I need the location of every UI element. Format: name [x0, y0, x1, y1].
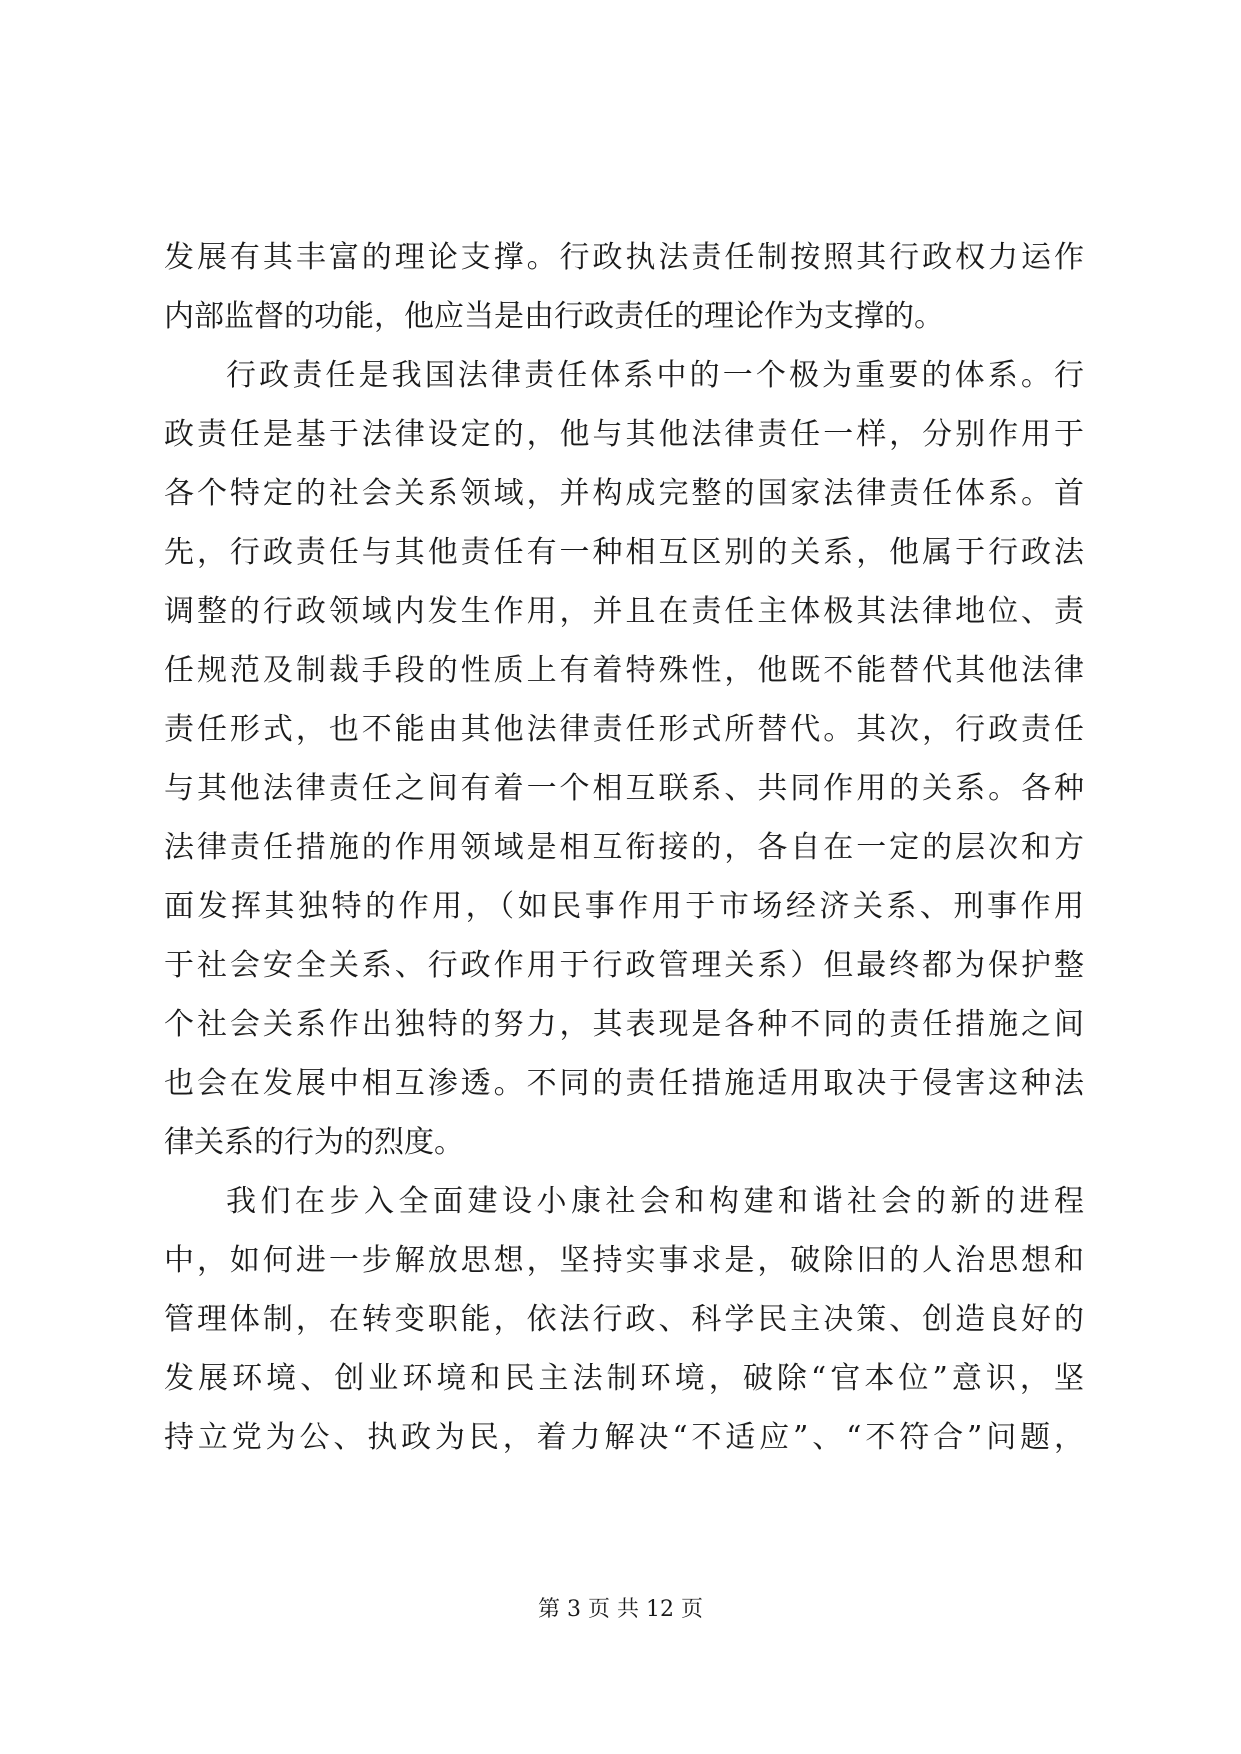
- text-line: 任规范及制裁手段的性质上有着特殊性，他既不能替代其他法律: [164, 653, 1084, 688]
- page-number-footer: 第 3 页 共 12 页: [538, 1597, 703, 1622]
- text-line: 发展有其丰富的理论支撑。行政执法责任制按照其行政权力运作: [164, 240, 1084, 275]
- text-line: 也会在发展中相互渗透。不同的责任措施适用取决于侵害这种法: [164, 1066, 1084, 1101]
- text-line: 持立党为公、执政为民，着力解决“不适应”、“不符合”问题，: [164, 1420, 1084, 1455]
- text-line: 政责任是基于法律设定的，他与其他法律责任一样，分别作用于: [164, 417, 1084, 452]
- document-body: [164, 228, 1084, 1467]
- text-line: 法律责任措施的作用领域是相互衔接的，各自在一定的层次和方: [164, 830, 1084, 865]
- text-line: 责任形式，也不能由其他法律责任形式所替代。其次，行政责任: [164, 712, 1084, 747]
- text-line: 各个特定的社会关系领域，并构成完整的国家法律责任体系。首: [164, 476, 1084, 511]
- text-line: 先，行政责任与其他责任有一种相互区别的关系，他属于行政法: [164, 535, 1084, 570]
- text-line: 管理体制，在转变职能，依法行政、科学民主决策、创造良好的: [164, 1302, 1084, 1337]
- text-line: 面发挥其独特的作用，（如民事作用于市场经济关系、刑事作用: [164, 889, 1084, 924]
- text-line: 个社会关系作出独特的努力，其表现是各种不同的责任措施之间: [164, 1007, 1084, 1042]
- text-line: 行政责任是我国法律责任体系中的一个极为重要的体系。行: [226, 358, 1084, 393]
- text-line: 我们在步入全面建设小康社会和构建和谐社会的新的进程: [226, 1184, 1084, 1219]
- text-line: 调整的行政领域内发生作用，并且在责任主体极其法律地位、责: [164, 594, 1084, 629]
- text-line: 与其他法律责任之间有着一个相互联系、共同作用的关系。各种: [164, 771, 1084, 806]
- text-line: 内部监督的功能，他应当是由行政责任的理论作为支撑的。: [164, 299, 944, 334]
- text-line: 发展环境、创业环境和民主法制环境，破除“官本位”意识，坚: [164, 1361, 1084, 1396]
- text-line: 于社会安全关系、行政作用于行政管理关系）但最终都为保护整: [164, 948, 1084, 983]
- text-line: 中，如何进一步解放思想，坚持实事求是，破除旧的人治思想和: [164, 1243, 1084, 1278]
- text-line: 律关系的行为的烈度。: [164, 1125, 464, 1160]
